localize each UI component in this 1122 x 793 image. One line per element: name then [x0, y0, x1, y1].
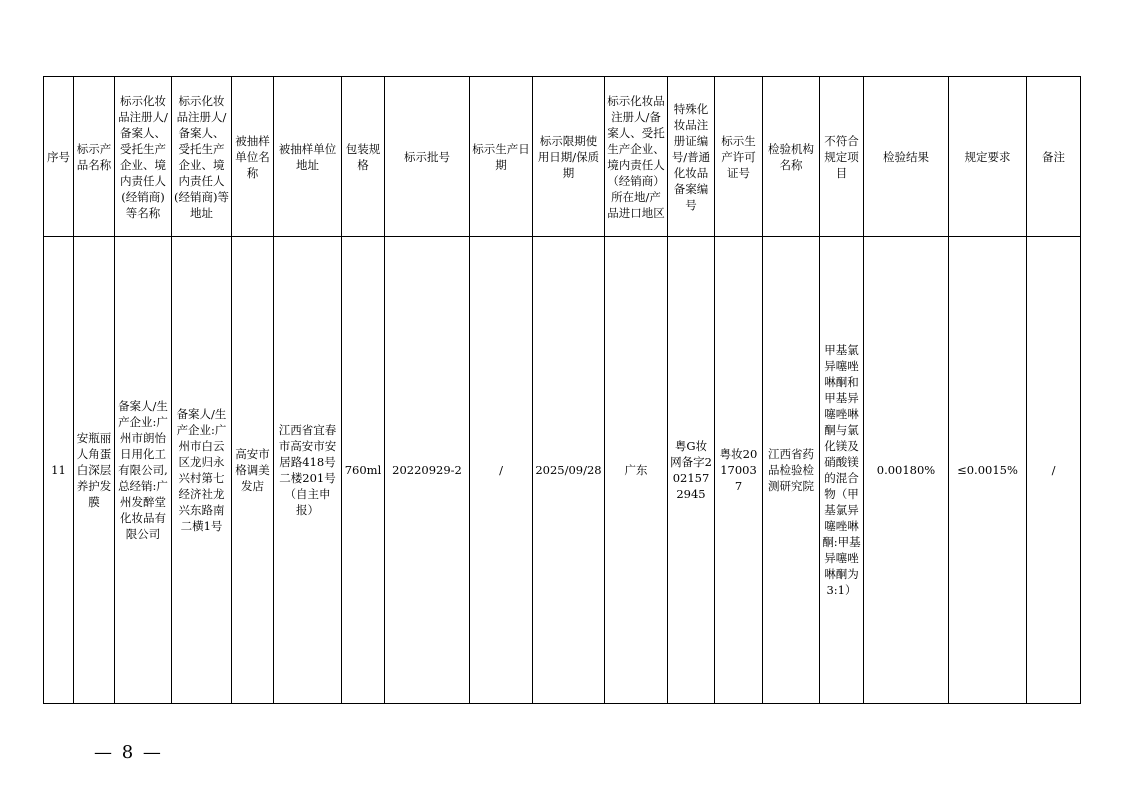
table-row: [44, 237, 1081, 704]
cell-package-spec: 760ml: [342, 237, 385, 704]
cell-remarks: /: [1027, 237, 1081, 704]
cell-origin-region: 广东: [605, 237, 668, 704]
header-license-number: 标示生产许可证号: [715, 77, 763, 237]
cell-nonconforming-item: 甲基氯异噻唑啉酮和甲基异噻唑啉酮与氯化镁及硝酸镁的混合物（甲基氯异噻唑啉酮:甲基异噻唑啉酮为3:1）: [820, 237, 864, 704]
cell-serial-no: 11: [44, 237, 74, 704]
cell-test-result: 0.00180%: [864, 237, 949, 704]
header-testing-institution: 检验机构名称: [763, 77, 820, 237]
header-registrant-name: 标示化妆品注册人/备案人、受托生产企业、境内责任人(经销商)等名称: [115, 77, 172, 237]
inspection-results-table: [43, 76, 1081, 704]
table-header-row: [44, 77, 1081, 237]
header-production-date: 标示生产日期: [470, 77, 533, 237]
cell-production-date: /: [470, 237, 533, 704]
header-sampled-unit-address: 被抽样单位地址: [274, 77, 342, 237]
header-registration-number: 特殊化妆品注册证编号/普通化妆品备案编号: [668, 77, 715, 237]
header-serial-no: 序号: [44, 77, 74, 237]
header-requirement: 规定要求: [949, 77, 1027, 237]
page-number: — 8 —: [94, 742, 163, 763]
cell-product-name: 安瓶丽人角蛋白深层养护发膜: [74, 237, 115, 704]
header-origin-region: 标示化妆品注册人/备案人、受托生产企业、境内责任人（经销商）所在地/产品进口地区: [605, 77, 668, 237]
cell-registrant-address: 备案人/生产企业:广州市白云区龙归永兴村第七经济社龙兴东路南二横1号: [172, 237, 232, 704]
cell-expiry-date: 2025/09/28: [533, 237, 605, 704]
header-test-result: 检验结果: [864, 77, 949, 237]
cell-sampled-unit-address: 江西省宜春市高安市安居路418号二楼201号（自主申报）: [274, 237, 342, 704]
cell-sampled-unit-name: 高安市格调美发店: [232, 237, 274, 704]
header-product-name: 标示产品名称: [74, 77, 115, 237]
cell-testing-institution: 江西省药品检验检测研究院: [763, 237, 820, 704]
header-nonconforming-item: 不符合规定项目: [820, 77, 864, 237]
cell-requirement: ≤0.0015%: [949, 237, 1027, 704]
cell-registrant-name: 备案人/生产企业:广州市朗怡日用化工有限公司,总经销:广州发醉堂化妆品有限公司: [115, 237, 172, 704]
header-registrant-address: 标示化妆品注册人/备案人、受托生产企业、境内责任人(经销商)等地址: [172, 77, 232, 237]
header-batch-number: 标示批号: [385, 77, 470, 237]
cell-registration-number: 粤G妆网备字2021572945: [668, 237, 715, 704]
header-sampled-unit-name: 被抽样单位名称: [232, 77, 274, 237]
header-expiry-date: 标示限期使用日期/保质期: [533, 77, 605, 237]
header-package-spec: 包装规格: [342, 77, 385, 237]
cell-batch-number: 20220929-2: [385, 237, 470, 704]
header-remarks: 备注: [1027, 77, 1081, 237]
cell-license-number: 粤妆20170037: [715, 237, 763, 704]
